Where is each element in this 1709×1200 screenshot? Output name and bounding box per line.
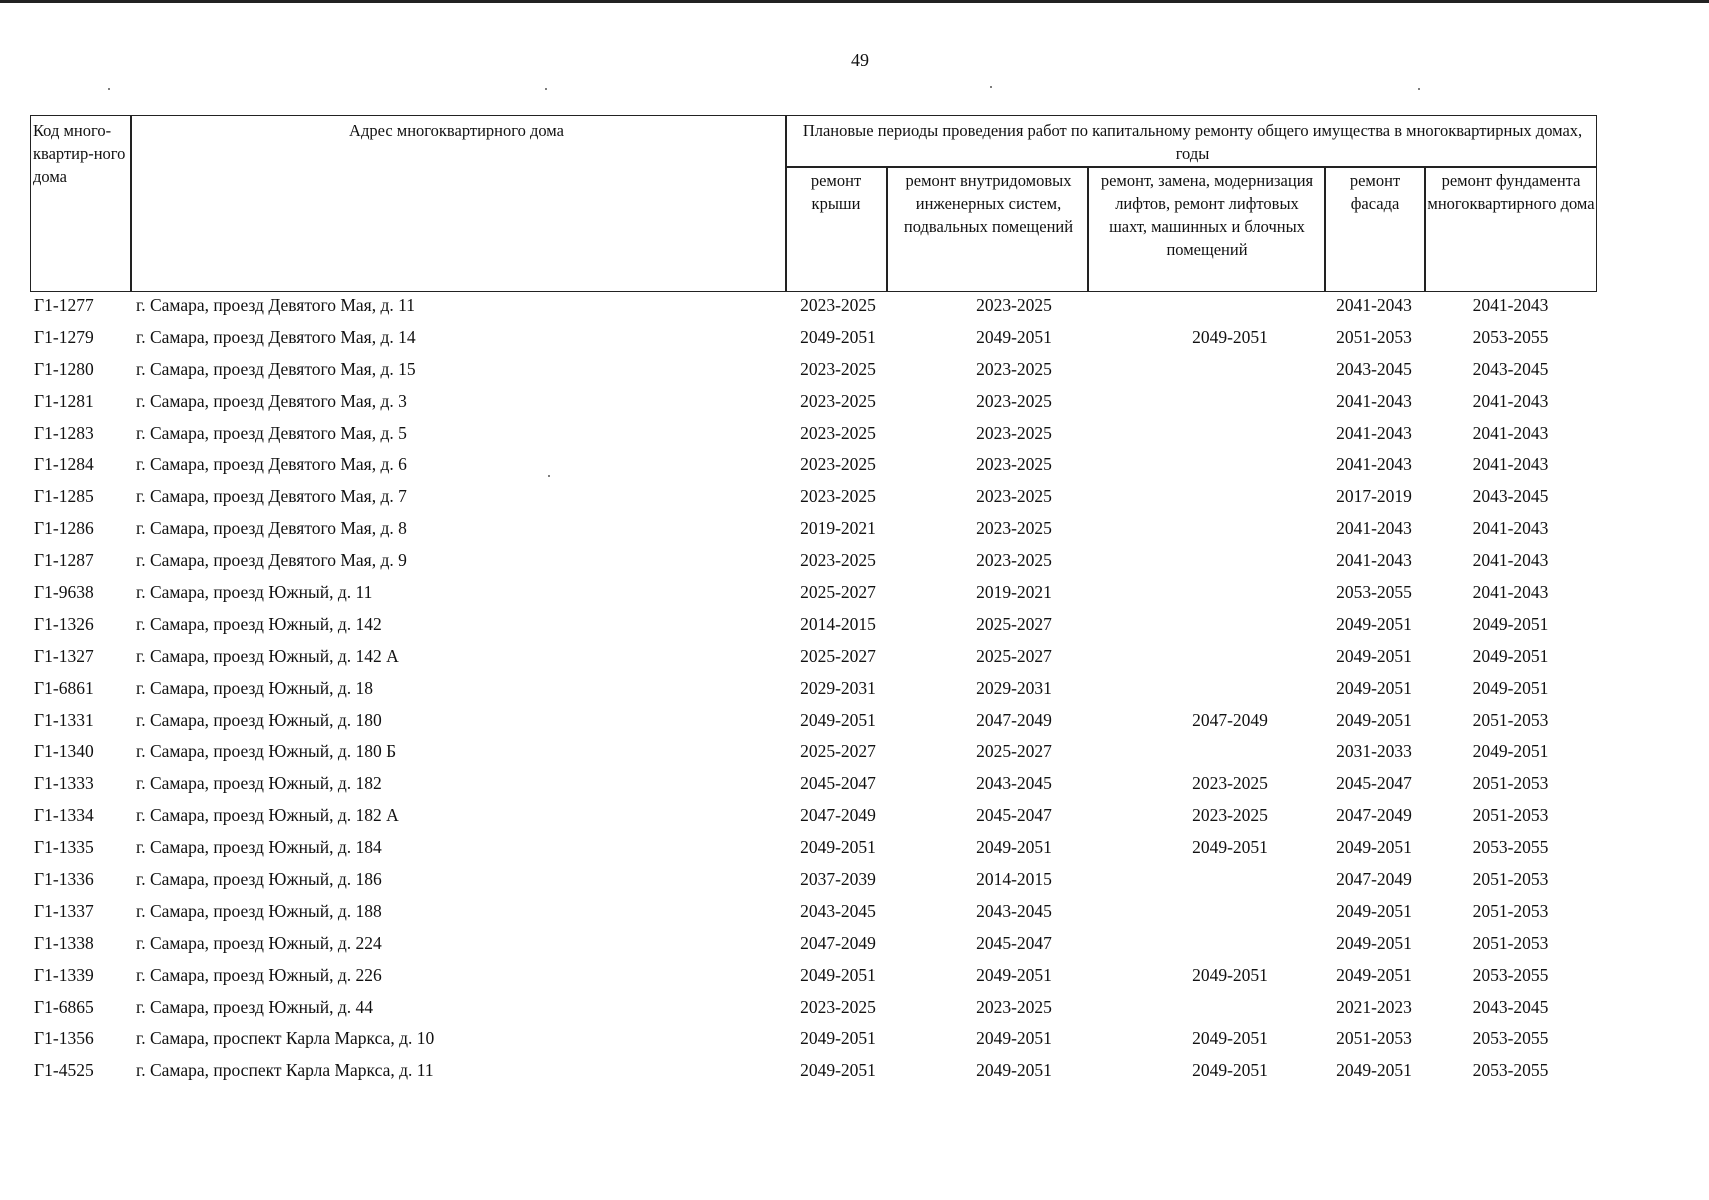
row-engineering-period: 2043-2045 <box>976 900 1052 921</box>
page-number: 49 <box>851 50 869 70</box>
row-engineering-period: 2023-2025 <box>976 454 1052 475</box>
row-address: г. Самара, проезд Девятого Мая, д. 5 <box>136 422 407 443</box>
row-lift-period: 2049-2051 <box>1192 326 1268 347</box>
row-code: Г1-1334 <box>34 805 94 826</box>
row-address: г. Самара, проезд Девятого Мая, д. 7 <box>136 486 407 507</box>
table-row <box>0 388 1709 420</box>
row-foundation-period: 2051-2053 <box>1472 932 1549 953</box>
row-facade-period: 2049-2051 <box>1336 900 1412 921</box>
row-code: Г1-1285 <box>34 486 94 507</box>
row-address: г. Самара, проезд Южный, д. 180 <box>136 709 382 730</box>
row-engineering-period: 2047-2049 <box>976 709 1052 730</box>
row-lift-period: 2023-2025 <box>1192 773 1268 794</box>
table-row <box>0 675 1709 707</box>
header-divider <box>1424 166 1426 291</box>
row-engineering-period: 2023-2025 <box>976 486 1052 507</box>
row-code: Г1-1284 <box>34 454 94 475</box>
row-foundation-period: 2051-2053 <box>1472 900 1549 921</box>
row-code: Г1-1338 <box>34 932 94 953</box>
row-address: г. Самара, проспект Карла Маркса, д. 11 <box>136 1060 434 1081</box>
table-row <box>0 451 1709 483</box>
table-row <box>0 356 1709 388</box>
column-header-address: Адрес многоквартирного дома <box>349 121 564 140</box>
row-code: Г1-9638 <box>34 582 94 603</box>
row-roof-period: 2023-2025 <box>800 486 876 507</box>
row-roof-period: 2014-2015 <box>800 613 876 634</box>
row-facade-period: 2047-2049 <box>1336 805 1412 826</box>
row-roof-period: 2025-2027 <box>800 645 876 666</box>
row-code: Г1-1339 <box>34 964 94 985</box>
row-foundation-period: 2049-2051 <box>1472 613 1549 634</box>
row-facade-period: 2041-2043 <box>1336 550 1412 571</box>
row-roof-period: 2043-2045 <box>800 900 876 921</box>
row-facade-period: 2031-2033 <box>1336 741 1412 762</box>
row-roof-period: 2023-2025 <box>800 390 876 411</box>
table-row <box>0 802 1709 834</box>
row-roof-period: 2049-2051 <box>800 1060 876 1081</box>
row-code: Г1-4525 <box>34 1060 94 1081</box>
row-code: Г1-1327 <box>34 645 94 666</box>
row-roof-period: 2023-2025 <box>800 295 876 315</box>
row-engineering-period: 2049-2051 <box>976 964 1052 985</box>
row-engineering-period: 2049-2051 <box>976 326 1052 347</box>
row-lift-period: 2049-2051 <box>1192 1028 1268 1049</box>
row-code: Г1-1280 <box>34 358 94 379</box>
row-code: Г1-1326 <box>34 613 94 634</box>
row-address: г. Самара, проезд Девятого Мая, д. 14 <box>136 326 416 347</box>
row-facade-period: 2043-2045 <box>1336 358 1412 379</box>
row-engineering-period: 2045-2047 <box>976 805 1052 826</box>
row-foundation-period: 2051-2053 <box>1472 805 1549 826</box>
row-engineering-period: 2023-2025 <box>976 422 1052 443</box>
table-row <box>0 611 1709 643</box>
row-code: Г1-1287 <box>34 550 94 571</box>
row-engineering-period: 2023-2025 <box>976 996 1052 1017</box>
row-roof-period: 2019-2021 <box>800 518 876 539</box>
row-roof-period: 2029-2031 <box>800 677 876 698</box>
row-foundation-period: 2053-2055 <box>1472 837 1549 858</box>
row-address: г. Самара, проезд Девятого Мая, д. 3 <box>136 390 407 411</box>
row-foundation-period: 2043-2045 <box>1472 486 1549 507</box>
row-code: Г1-1286 <box>34 518 94 539</box>
column-header-roof: ремонт крыши <box>810 171 862 213</box>
column-header-foundation: ремонт фундамента многоквартирного дома <box>1427 171 1595 213</box>
row-foundation-period: 2049-2051 <box>1472 645 1549 666</box>
table-row <box>0 898 1709 930</box>
row-roof-period: 2023-2025 <box>800 996 876 1017</box>
row-code: Г1-6861 <box>34 677 94 698</box>
row-roof-period: 2025-2027 <box>800 741 876 762</box>
table-row <box>0 483 1709 515</box>
row-facade-period: 2049-2051 <box>1336 709 1412 730</box>
row-lift-period: 2047-2049 <box>1192 709 1268 730</box>
header-divider <box>1087 166 1089 291</box>
row-roof-period: 2049-2051 <box>800 709 876 730</box>
row-facade-period: 2049-2051 <box>1336 837 1412 858</box>
row-engineering-period: 2029-2031 <box>976 677 1052 698</box>
row-facade-period: 2041-2043 <box>1336 518 1412 539</box>
row-code: Г1-1356 <box>34 1028 94 1049</box>
table-body <box>0 292 1709 1089</box>
row-foundation-period: 2051-2053 <box>1472 869 1549 890</box>
column-header-facade: ремонт фасада <box>1349 171 1401 213</box>
table-row <box>0 962 1709 994</box>
row-code: Г1-1279 <box>34 326 94 347</box>
row-facade-period: 2041-2043 <box>1336 390 1412 411</box>
header-divider <box>130 116 132 291</box>
row-foundation-period: 2043-2045 <box>1472 358 1549 379</box>
row-engineering-period: 2014-2015 <box>976 869 1052 890</box>
row-facade-period: 2021-2023 <box>1336 996 1412 1017</box>
row-roof-period: 2049-2051 <box>800 964 876 985</box>
row-foundation-period: 2049-2051 <box>1472 741 1549 762</box>
row-roof-period: 2047-2049 <box>800 805 876 826</box>
row-engineering-period: 2023-2025 <box>976 358 1052 379</box>
row-engineering-period: 2049-2051 <box>976 837 1052 858</box>
row-facade-period: 2045-2047 <box>1336 773 1412 794</box>
row-code: Г1-1281 <box>34 390 94 411</box>
row-facade-period: 2053-2055 <box>1336 582 1412 603</box>
row-address: г. Самара, проезд Южный, д. 224 <box>136 932 382 953</box>
row-roof-period: 2023-2025 <box>800 454 876 475</box>
header-divider <box>785 116 787 291</box>
row-foundation-period: 2041-2043 <box>1472 454 1549 475</box>
column-group-header-plan: Плановые периоды проведения работ по капитальному ремонту общего имущества в многоквартирных домах, годы <box>802 121 1583 163</box>
table-row <box>0 515 1709 547</box>
header-divider <box>785 166 1596 168</box>
row-foundation-period: 2053-2055 <box>1472 964 1549 985</box>
row-code: Г1-6865 <box>34 996 94 1017</box>
scan-speck <box>1418 88 1420 90</box>
scan-speck <box>108 88 110 90</box>
row-engineering-period: 2023-2025 <box>976 518 1052 539</box>
row-lift-period: 2023-2025 <box>1192 805 1268 826</box>
row-roof-period: 2049-2051 <box>800 326 876 347</box>
row-foundation-period: 2041-2043 <box>1472 518 1549 539</box>
row-foundation-period: 2041-2043 <box>1472 295 1549 315</box>
row-address: г. Самара, проезд Девятого Мая, д. 9 <box>136 550 407 571</box>
row-foundation-period: 2041-2043 <box>1472 422 1549 443</box>
row-roof-period: 2037-2039 <box>800 869 876 890</box>
row-engineering-period: 2025-2027 <box>976 741 1052 762</box>
row-facade-period: 2049-2051 <box>1336 645 1412 666</box>
row-foundation-period: 2053-2055 <box>1472 326 1549 347</box>
row-engineering-period: 2023-2025 <box>976 295 1052 315</box>
table-row <box>0 1025 1709 1057</box>
row-address: г. Самара, проезд Девятого Мая, д. 8 <box>136 518 407 539</box>
column-header-engineering: ремонт внутридомовых инженерных систем, подвальных помещений <box>903 171 1074 236</box>
row-engineering-period: 2023-2025 <box>976 390 1052 411</box>
row-facade-period: 2051-2053 <box>1336 326 1412 347</box>
table-row <box>0 324 1709 356</box>
row-foundation-period: 2051-2053 <box>1472 773 1549 794</box>
row-roof-period: 2023-2025 <box>800 550 876 571</box>
table-row <box>0 547 1709 579</box>
table-row <box>0 579 1709 611</box>
row-facade-period: 2041-2043 <box>1336 295 1412 315</box>
column-header-code: Код много-квартир-ного дома <box>33 121 126 186</box>
table-row <box>0 994 1709 1026</box>
row-foundation-period: 2051-2053 <box>1472 709 1549 730</box>
row-roof-period: 2047-2049 <box>800 932 876 953</box>
row-address: г. Самара, проезд Южный, д. 142 А <box>136 645 399 666</box>
row-engineering-period: 2023-2025 <box>976 550 1052 571</box>
row-address: г. Самара, проезд Девятого Мая, д. 6 <box>136 454 407 475</box>
row-engineering-period: 2019-2021 <box>976 582 1052 603</box>
row-code: Г1-1337 <box>34 900 94 921</box>
row-code: Г1-1340 <box>34 741 94 762</box>
row-engineering-period: 2043-2045 <box>976 773 1052 794</box>
row-foundation-period: 2043-2045 <box>1472 996 1549 1017</box>
row-facade-period: 2049-2051 <box>1336 677 1412 698</box>
row-roof-period: 2023-2025 <box>800 358 876 379</box>
row-address: г. Самара, проезд Южный, д. 184 <box>136 837 382 858</box>
row-facade-period: 2049-2051 <box>1336 964 1412 985</box>
row-lift-period: 2049-2051 <box>1192 837 1268 858</box>
row-roof-period: 2025-2027 <box>800 582 876 603</box>
table-row <box>0 707 1709 739</box>
row-roof-period: 2049-2051 <box>800 1028 876 1049</box>
row-code: Г1-1333 <box>34 773 94 794</box>
row-engineering-period: 2049-2051 <box>976 1028 1052 1049</box>
row-facade-period: 2049-2051 <box>1336 613 1412 634</box>
row-roof-period: 2045-2047 <box>800 773 876 794</box>
header-divider <box>1324 166 1326 291</box>
scan-top-border <box>0 0 1709 3</box>
header-divider <box>886 166 888 291</box>
row-address: г. Самара, проезд Южный, д. 182 <box>136 773 382 794</box>
scan-speck <box>545 88 547 90</box>
column-header-lifts: ремонт, замена, модернизация лифтов, ремонт лифтовых шахт, машинных и блочных помещений <box>1100 171 1314 259</box>
table-row <box>0 643 1709 675</box>
row-address: г. Самара, проезд Южный, д. 188 <box>136 900 382 921</box>
row-lift-period: 2049-2051 <box>1192 1060 1268 1081</box>
row-address: г. Самара, проезд Девятого Мая, д. 15 <box>136 358 416 379</box>
row-facade-period: 2047-2049 <box>1336 869 1412 890</box>
row-address: г. Самара, проезд Южный, д. 44 <box>136 996 374 1017</box>
row-foundation-period: 2041-2043 <box>1472 582 1549 603</box>
table-row <box>0 1057 1709 1089</box>
table-row <box>0 930 1709 962</box>
table-row <box>0 738 1709 770</box>
row-facade-period: 2017-2019 <box>1336 486 1412 507</box>
table-header <box>30 115 1597 292</box>
row-facade-period: 2041-2043 <box>1336 454 1412 475</box>
row-foundation-period: 2053-2055 <box>1472 1028 1549 1049</box>
row-address: г. Самара, проспект Карла Маркса, д. 10 <box>136 1028 435 1049</box>
row-engineering-period: 2045-2047 <box>976 932 1052 953</box>
row-address: г. Самара, проезд Южный, д. 180 Б <box>136 741 397 762</box>
table-row <box>0 420 1709 452</box>
row-address: г. Самара, проезд Южный, д. 226 <box>136 964 382 985</box>
row-foundation-period: 2041-2043 <box>1472 390 1549 411</box>
row-roof-period: 2049-2051 <box>800 837 876 858</box>
row-engineering-period: 2049-2051 <box>976 1060 1052 1081</box>
row-address: г. Самара, проезд Южный, д. 182 А <box>136 805 399 826</box>
row-roof-period: 2023-2025 <box>800 422 876 443</box>
row-lift-period: 2049-2051 <box>1192 964 1268 985</box>
row-engineering-period: 2025-2027 <box>976 645 1052 666</box>
row-code: Г1-1283 <box>34 422 94 443</box>
scan-speck <box>990 86 992 88</box>
row-foundation-period: 2041-2043 <box>1472 550 1549 571</box>
row-code: Г1-1331 <box>34 709 94 730</box>
row-facade-period: 2049-2051 <box>1336 1060 1412 1081</box>
row-facade-period: 2049-2051 <box>1336 932 1412 953</box>
table-row <box>0 866 1709 898</box>
row-code: Г1-1336 <box>34 869 94 890</box>
row-code: Г1-1277 <box>34 295 94 315</box>
row-address: г. Самара, проезд Южный, д. 186 <box>136 869 382 890</box>
table-row <box>0 770 1709 802</box>
row-foundation-period: 2053-2055 <box>1472 1060 1549 1081</box>
row-code: Г1-1335 <box>34 837 94 858</box>
row-facade-period: 2041-2043 <box>1336 422 1412 443</box>
row-address: г. Самара, проезд Южный, д. 11 <box>136 582 373 603</box>
row-address: г. Самара, проезд Девятого Мая, д. 11 <box>136 295 415 315</box>
table-row <box>0 834 1709 866</box>
row-facade-period: 2051-2053 <box>1336 1028 1412 1049</box>
row-address: г. Самара, проезд Южный, д. 18 <box>136 677 374 698</box>
row-address: г. Самара, проезд Южный, д. 142 <box>136 613 382 634</box>
row-foundation-period: 2049-2051 <box>1472 677 1549 698</box>
table-row <box>0 292 1709 324</box>
scan-speck <box>548 475 550 477</box>
row-engineering-period: 2025-2027 <box>976 613 1052 634</box>
